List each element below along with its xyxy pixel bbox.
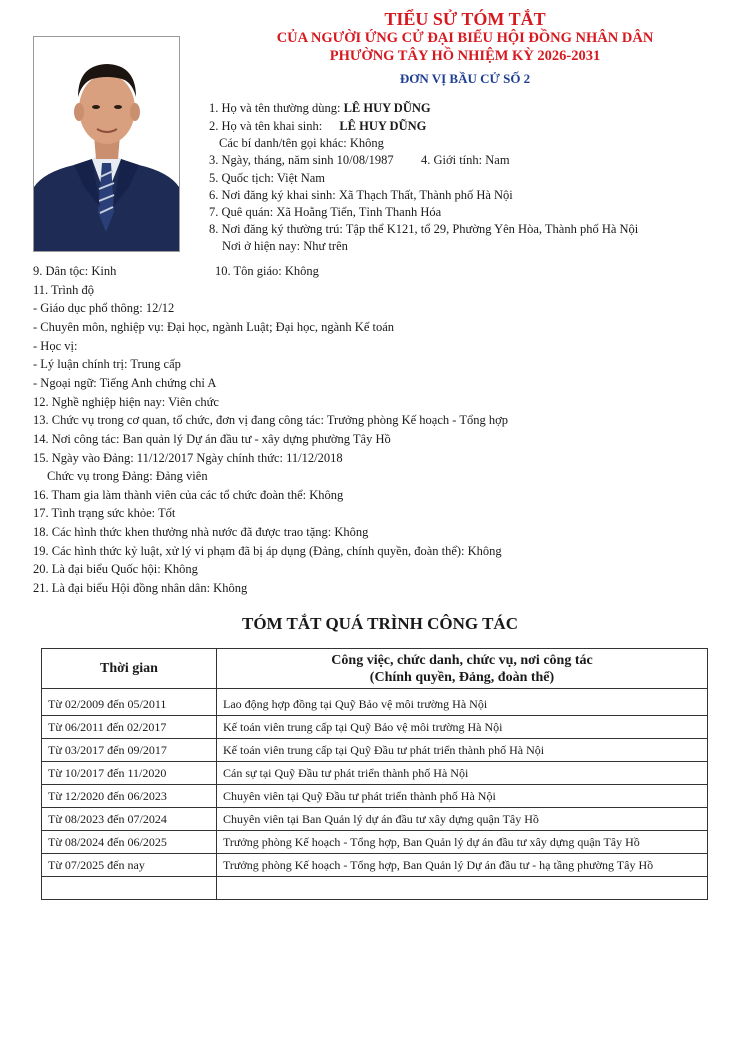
work-description: Chuyên viên tại Quỹ Đầu tư phát triển thành phố Hà Nội <box>217 785 708 808</box>
item-permanent-residence: 8. Nơi đăng ký thường trú: Tập thể K121, tổ 29, Phường Yên Hòa, Thành phố Hà Nội <box>209 222 639 236</box>
item-foreign-language: - Ngoại ngữ: Tiếng Anh chứng chỉ A <box>33 376 217 390</box>
electoral-unit: ĐƠN VỊ BẦU CỬ SỐ 2 <box>399 71 531 86</box>
work-history-table <box>41 648 708 900</box>
table-row <box>42 762 708 785</box>
portrait-image <box>34 37 179 251</box>
work-description: Trưởng phòng Kế hoạch - Tổng hợp, Ban Quản lý Dự án đầu tư - hạ tầng phường Tây Hồ <box>217 854 708 877</box>
item-education-heading: 11. Trình độ <box>33 283 95 297</box>
item-gender: 4. Giới tính: Nam <box>421 153 510 167</box>
table-row <box>42 739 708 762</box>
item-hometown: 7. Quê quán: Xã Hoằng Tiến, Tỉnh Thanh Hóa <box>209 205 442 219</box>
item-common-name <box>209 99 431 117</box>
item-date-of-birth: 3. Ngày, tháng, năm sinh 10/08/1987 <box>209 153 394 167</box>
item-2-label: 2. Họ và tên khai sinh: <box>209 119 326 133</box>
item-party-admission: 15. Ngày vào Đảng: 11/12/2017 Ngày chính thức: 11/12/2018 <box>33 451 343 465</box>
item-birth-registration: 6. Nơi đăng ký khai sinh: Xã Thạch Thất, Thành phố Hà Nội <box>209 188 513 202</box>
work-description: Cán sự tại Quỹ Đầu tư phát triển thành phố Hà Nội <box>217 762 708 785</box>
item-national-assembly-delegate: 20. Là đại biểu Quốc hội: Không <box>33 562 198 576</box>
item-academic-degree: - Học vị: <box>33 339 78 353</box>
table-row <box>42 854 708 877</box>
work-period: Từ 10/2017 đến 11/2020 <box>42 762 217 785</box>
table-header-row <box>42 649 708 689</box>
work-history-title: TÓM TẮT QUÁ TRÌNH CÔNG TÁC <box>242 614 518 633</box>
table-row <box>42 831 708 854</box>
work-description: Chuyên viên tại Ban Quản lý dự án đầu tư xây dựng quận Tây Hồ <box>217 808 708 831</box>
item-disciplinary: 19. Các hình thức kỷ luật, xử lý vi phạm đã bị áp dụng (Đảng, chính quyền, đoàn thể): Không <box>33 544 502 558</box>
table-row <box>42 716 708 739</box>
table-row <box>42 785 708 808</box>
table-row <box>42 689 708 716</box>
item-birth-name <box>209 117 426 135</box>
column-header-job <box>217 649 708 689</box>
item-position: 13. Chức vụ trong cơ quan, tổ chức, đơn vị đang công tác: Trưởng phòng Kế hoạch - Tổng hợp <box>33 413 508 427</box>
work-period: Từ 06/2011 đến 02/2017 <box>42 716 217 739</box>
work-period: Từ 12/2020 đến 06/2023 <box>42 785 217 808</box>
item-council-delegate: 21. Là đại biểu Hội đồng nhân dân: Không <box>33 581 248 595</box>
filler-cell <box>217 877 708 900</box>
item-current-residence: Nơi ở hiện nay: Như trên <box>222 239 348 253</box>
item-health: 17. Tình trạng sức khỏe: Tốt <box>33 506 176 520</box>
table-filler-row <box>42 877 708 900</box>
candidate-photo <box>33 36 180 252</box>
work-period: Từ 07/2025 đến nay <box>42 854 217 877</box>
item-1-value: LÊ HUY DŨNG <box>343 101 431 115</box>
item-awards: 18. Các hình thức khen thưởng nhà nước đã được trao tặng: Không <box>33 525 369 539</box>
work-description: Lao động hợp đồng tại Quỹ Bảo vệ môi trường Hà Nội <box>217 689 708 716</box>
work-description: Trưởng phòng Kế hoạch - Tổng hợp, Ban Quản lý dự án đầu tư xây dựng quận Tây Hồ <box>217 831 708 854</box>
column-header-time: Thời gian <box>42 649 217 689</box>
document-subtitle-line-1: CỦA NGƯỜI ỨNG CỬ ĐẠI BIỂU HỘI ĐỒNG NHÂN DÂN <box>276 30 654 46</box>
document-title: TIỂU SỬ TÓM TẮT <box>384 9 546 29</box>
item-nationality: 5. Quốc tịch: Việt Nam <box>209 171 326 185</box>
item-1-label: 1. Họ và tên thường dùng: <box>209 101 344 115</box>
item-ethnicity: 9. Dân tộc: Kinh <box>33 264 117 278</box>
column-header-job-line-1: Công việc, chức danh, chức vụ, nơi công tác <box>331 652 593 668</box>
item-religion: 10. Tôn giáo: Không <box>215 264 319 278</box>
item-professional-qualification: - Chuyên môn, nghiệp vụ: Đại học, ngành Luật; Đại học, ngành Kế toán <box>33 320 395 334</box>
item-political-theory: - Lý luận chính trị: Trung cấp <box>33 357 181 371</box>
item-2-value: LÊ HUY DŨNG <box>339 119 427 133</box>
column-header-job-line-2: (Chính quyền, Đảng, đoàn thể) <box>369 669 555 685</box>
item-mass-organizations: 16. Tham gia làm thành viên của các tổ chức đoàn thể: Không <box>33 488 344 502</box>
work-period: Từ 08/2023 đến 07/2024 <box>42 808 217 831</box>
document-subtitle-line-2: PHƯỜNG TÂY HỒ NHIỆM KỲ 2026-2031 <box>329 48 601 64</box>
work-period: Từ 02/2009 đến 05/2011 <box>42 689 217 716</box>
work-period: Từ 03/2017 đến 09/2017 <box>42 739 217 762</box>
work-description: Kế toán viên trung cấp tại Quỹ Bảo vệ môi trường Hà Nội <box>217 716 708 739</box>
work-period: Từ 08/2024 đến 06/2025 <box>42 831 217 854</box>
item-occupation: 12. Nghề nghiệp hiện nay: Viên chức <box>33 395 219 409</box>
item-general-education: - Giáo dục phổ thông: 12/12 <box>33 301 175 315</box>
work-description: Kế toán viên trung cấp tại Quỹ Đầu tư phát triển thành phố Hà Nội <box>217 739 708 762</box>
item-workplace: 14. Nơi công tác: Ban quản lý Dự án đầu tư - xây dựng phường Tây Hồ <box>33 432 391 446</box>
filler-cell <box>42 877 217 900</box>
table-row <box>42 808 708 831</box>
item-party-position: Chức vụ trong Đảng: Đảng viên <box>47 469 208 483</box>
item-aliases: Các bí danh/tên gọi khác: Không <box>219 136 384 150</box>
work-history-rows <box>42 689 708 900</box>
